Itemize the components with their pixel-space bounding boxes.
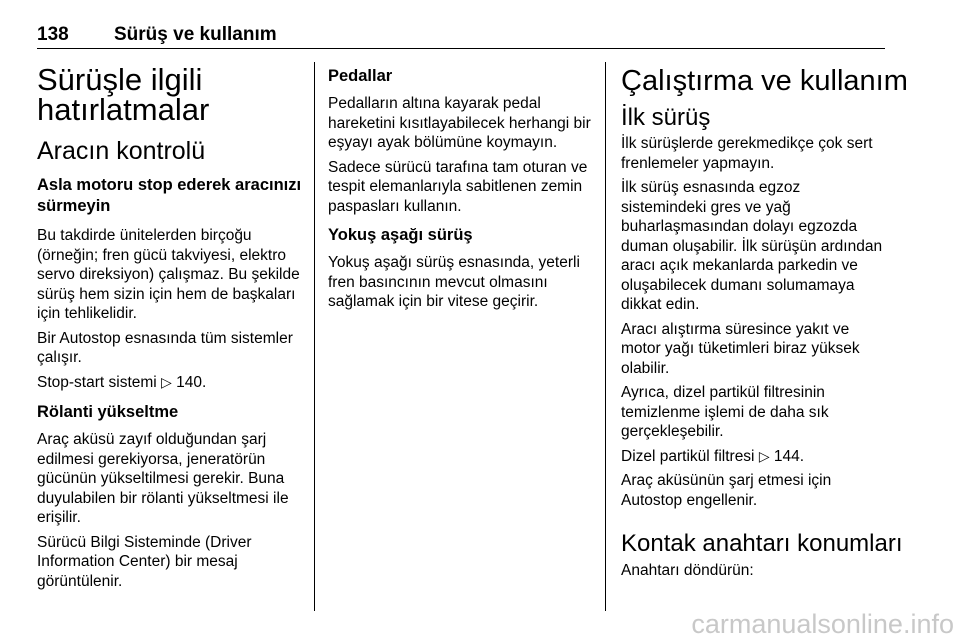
subheading-idle-boost: Rölanti yükseltme (37, 403, 179, 421)
chapter-title (37, 62, 303, 127)
paragraph: Pedalların altına kayarak pedal hareketini kısıtlayabilecek herhangi bir eşyayı ayak bölümüne koymayın. (328, 95, 591, 151)
cross-reference (37, 373, 303, 393)
subheading-downhill: Yokuş aşağı sürüş (328, 226, 473, 244)
paragraph: Araç aküsü zayıf olduğundan şarj edilmesi gerekiyorsa, jeneratörün gücünün yükseltilmesi gerekir. Buna duyulabilen bir rölanti yükseltmesi ile erişilir. (37, 431, 289, 526)
subheading-pedals: Pedallar (328, 67, 393, 85)
page-header (37, 22, 885, 49)
page-number: 138 (37, 24, 69, 45)
running-title: Sürüş ve kullanım (114, 24, 277, 45)
paragraph: Anahtarı döndürün: (621, 562, 754, 579)
paragraph: Sürücü Bilgi Sisteminde (Driver Information Center) bir mesaj görüntülenir. (37, 533, 252, 590)
paragraph: İlk sürüşlerde gerekmedikçe çok sert frenlemeler yapmayın. (621, 135, 873, 172)
cross-reference-text: Dizel partikül filtresi (621, 447, 755, 465)
paragraph: Bir Autostop esnasında tüm sistemler çalışır. (37, 329, 293, 366)
section-heading: Aracın kontrolü (37, 137, 206, 165)
section-heading-ignition: Kontak anahtarı konumları (621, 530, 903, 557)
paragraph: Aracı alıştırma süresince yakıt ve motor yağı tüketimleri biraz yüksek olabilir. (621, 320, 860, 377)
watermark: carmanualsonline.info (691, 609, 954, 639)
column-divider-2 (605, 62, 606, 611)
paragraph: Araç aküsünün şarj etmesi için Autostop engellenir. (621, 472, 832, 509)
arrow-ref-icon: ▷ (161, 373, 172, 390)
chapter-title-operation: Çalıştırma ve kullanım (621, 65, 908, 97)
cross-reference-page: 144. (773, 447, 805, 465)
paragraph: Sadece sürücü tarafına tam oturan ve tespit elemanlarıyla sabitlenen zemin paspasları kullanın. (328, 158, 588, 215)
cross-reference (621, 447, 887, 467)
paragraph: Ayrıca, dizel partikül filtresinin temizlenme işlemi de daha sık gerçekleşebilir. (621, 384, 829, 440)
paragraph: Yokuş aşağı sürüş esnasında, yeterli fren basıncının mevcut olmasını sağlamak için bir vitese geçirir. (328, 254, 580, 310)
column-divider-1 (314, 62, 315, 611)
section-heading-first-drive: İlk sürüş (621, 104, 711, 131)
paragraph: İlk sürüş esnasında egzoz sistemindeki gres ve yağ buharlaşmasından dolayı egzozda duman oluşabilir. İlk sürüşün ardından aracı açık mekanlarda parkedin ve oluşabilecek dumanı solumamaya dikkat edin. (621, 179, 883, 313)
column-1 (37, 62, 303, 591)
cross-reference-page: 140. (176, 373, 207, 391)
column-3 (621, 62, 908, 581)
paragraph: Bu takdirde ünitelerden birçoğu (örneğin; fren gücü takviyesi, elektro servo direksiyon) çalışmaz. Bu şekilde sürüş hem sizin için hem de başkaları için tehlikelidir. (37, 227, 300, 322)
chapter-title-line-1: Sürüşle ilgili (37, 62, 203, 97)
subheading-engine-off: Asla motoru stop ederek aracınızı sürmeyin (37, 176, 302, 215)
chapter-title-line-2: hatırlatmalar (37, 92, 210, 127)
arrow-ref-icon: ▷ (758, 447, 770, 464)
column-2 (328, 62, 594, 312)
cross-reference-text: Stop-start sistemi (37, 373, 157, 391)
